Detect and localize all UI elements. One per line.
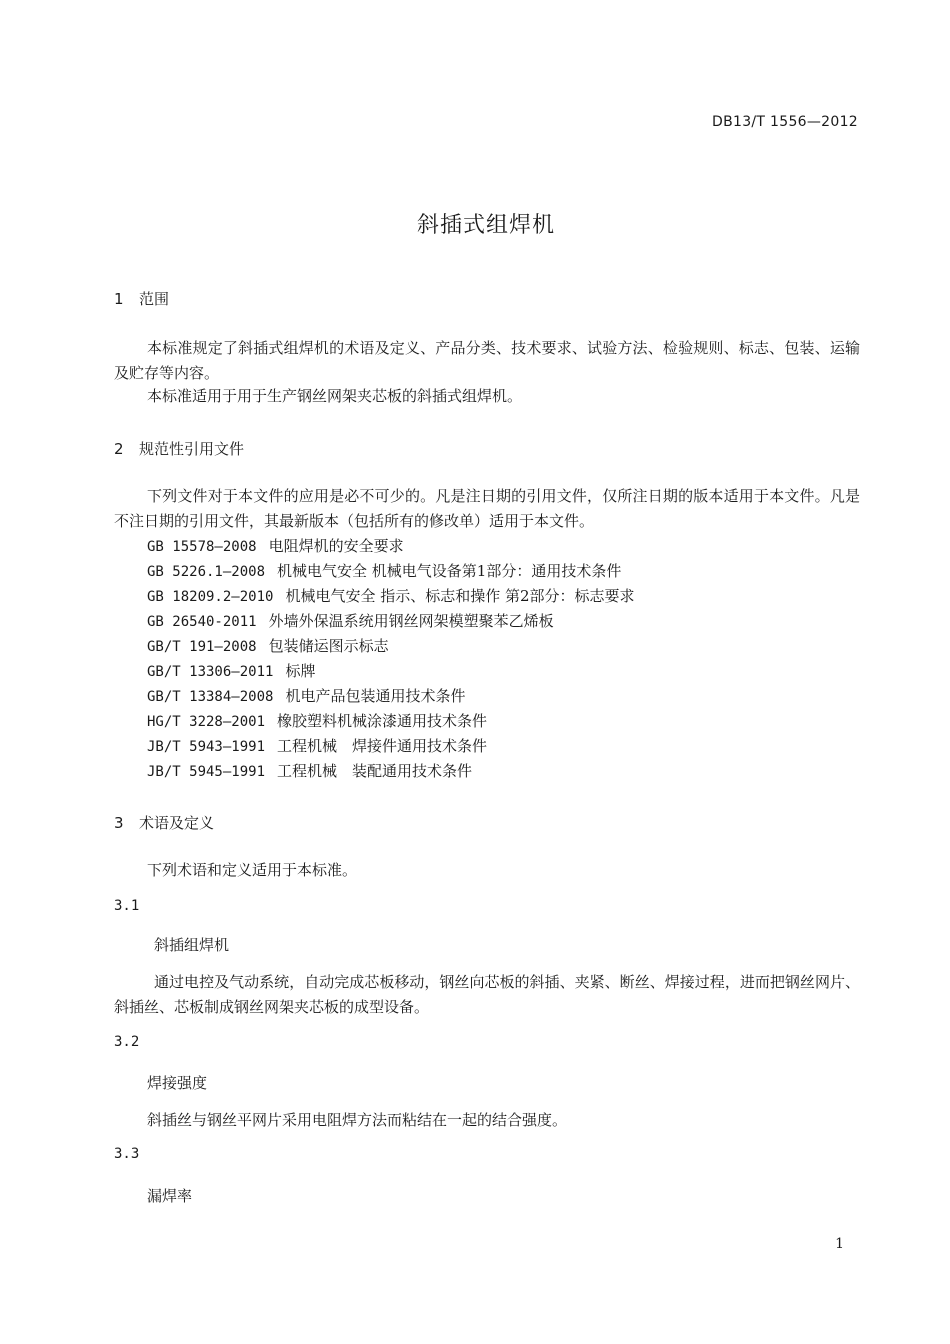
reference-title: 电阻焊机的安全要求: [268, 537, 404, 555]
reference-item: [147, 734, 635, 759]
term-name: 漏焊率: [147, 1187, 193, 1205]
section-title: 规范性引用文件: [139, 440, 245, 458]
term-name: 斜插组焊机: [154, 936, 230, 954]
reference-title: 机械电气安全 机械电气设备第1部分：通用技术条件: [277, 562, 622, 580]
reference-item: [147, 659, 635, 684]
reference-code: HG/T 3228—2001: [147, 714, 266, 730]
clause-number: 3.2: [114, 1034, 140, 1050]
term-definition: 通过电控及气动系统，自动完成芯板移动，钢丝向芯板的斜插、夹紧、断丝、焊接过程，进而把钢丝网片、斜插丝、芯板制成钢丝网架夹芯板的成型设备。: [114, 973, 860, 1016]
section-number: 2: [114, 440, 124, 458]
reference-item: [147, 559, 635, 584]
reference-item: [147, 534, 635, 559]
section-heading-scope: [114, 288, 169, 309]
reference-list: [147, 534, 635, 784]
reference-title: 外墙外保温系统用钢丝网架模塑聚苯乙烯板: [268, 612, 554, 630]
reference-code: GB 18209.2—2010: [147, 589, 274, 605]
reference-code: JB/T 5945—1991: [147, 764, 266, 780]
reference-title: 橡胶塑料机械涂漆通用技术条件: [277, 712, 488, 730]
reference-code: GB/T 13384—2008: [147, 689, 274, 705]
term-definition: 斜插丝与钢丝平网片采用电阻焊方法而粘结在一起的结合强度。: [147, 1111, 568, 1129]
term-name: 焊接强度: [147, 1074, 208, 1092]
reference-title: 工程机械 焊接件通用技术条件: [277, 737, 488, 755]
reference-code: GB/T 191—2008: [147, 639, 257, 655]
section-title: 术语及定义: [139, 814, 215, 832]
reference-title: 机电产品包装通用技术条件: [285, 687, 466, 705]
reference-code: GB 26540-2011: [147, 614, 257, 630]
clause-number: 3.1: [114, 898, 140, 914]
reference-code: JB/T 5943—1991: [147, 739, 266, 755]
section-heading-terms-definitions: [114, 812, 214, 833]
references-intro: 下列文件对于本文件的应用是必不可少的。凡是注日期的引用文件，仅所注日期的版本适用于本文件。凡是不注日期的引用文件，其最新版本（包括所有的修改单）适用于本文件。: [114, 487, 860, 530]
document-code: DB13/T 1556—2012: [712, 114, 858, 130]
reference-title: 标牌: [285, 662, 316, 680]
reference-item: [147, 684, 635, 709]
document-title: 斜插式组焊机: [416, 213, 555, 238]
scope-paragraph-2: 本标准适用于用于生产钢丝网架夹芯板的斜插式组焊机。: [147, 387, 523, 405]
section-heading-normative-references: [114, 438, 244, 459]
reference-item: [147, 634, 635, 659]
terms-intro: 下列术语和定义适用于本标准。: [147, 861, 358, 879]
reference-item: [147, 584, 635, 609]
reference-title: 机械电气安全 指示、标志和操作 第2部分：标志要求: [285, 587, 635, 605]
reference-item: [147, 709, 635, 734]
scope-paragraph-1: 本标准规定了斜插式组焊机的术语及定义、产品分类、技术要求、试验方法、检验规则、标志、包装、运输及贮存等内容。: [114, 339, 860, 382]
reference-code: GB 15578—2008: [147, 539, 257, 555]
reference-code: GB 5226.1—2008: [147, 564, 266, 580]
section-title: 范围: [139, 290, 170, 308]
page-number: 1: [835, 1236, 844, 1252]
reference-title: 包装储运图示标志: [268, 637, 389, 655]
reference-item: [147, 759, 635, 784]
reference-code: GB/T 13306—2011: [147, 664, 274, 680]
section-number: 3: [114, 814, 124, 832]
clause-number: 3.3: [114, 1146, 140, 1162]
section-number: 1: [114, 290, 124, 308]
reference-item: [147, 609, 635, 634]
reference-title: 工程机械 装配通用技术条件: [277, 762, 473, 780]
